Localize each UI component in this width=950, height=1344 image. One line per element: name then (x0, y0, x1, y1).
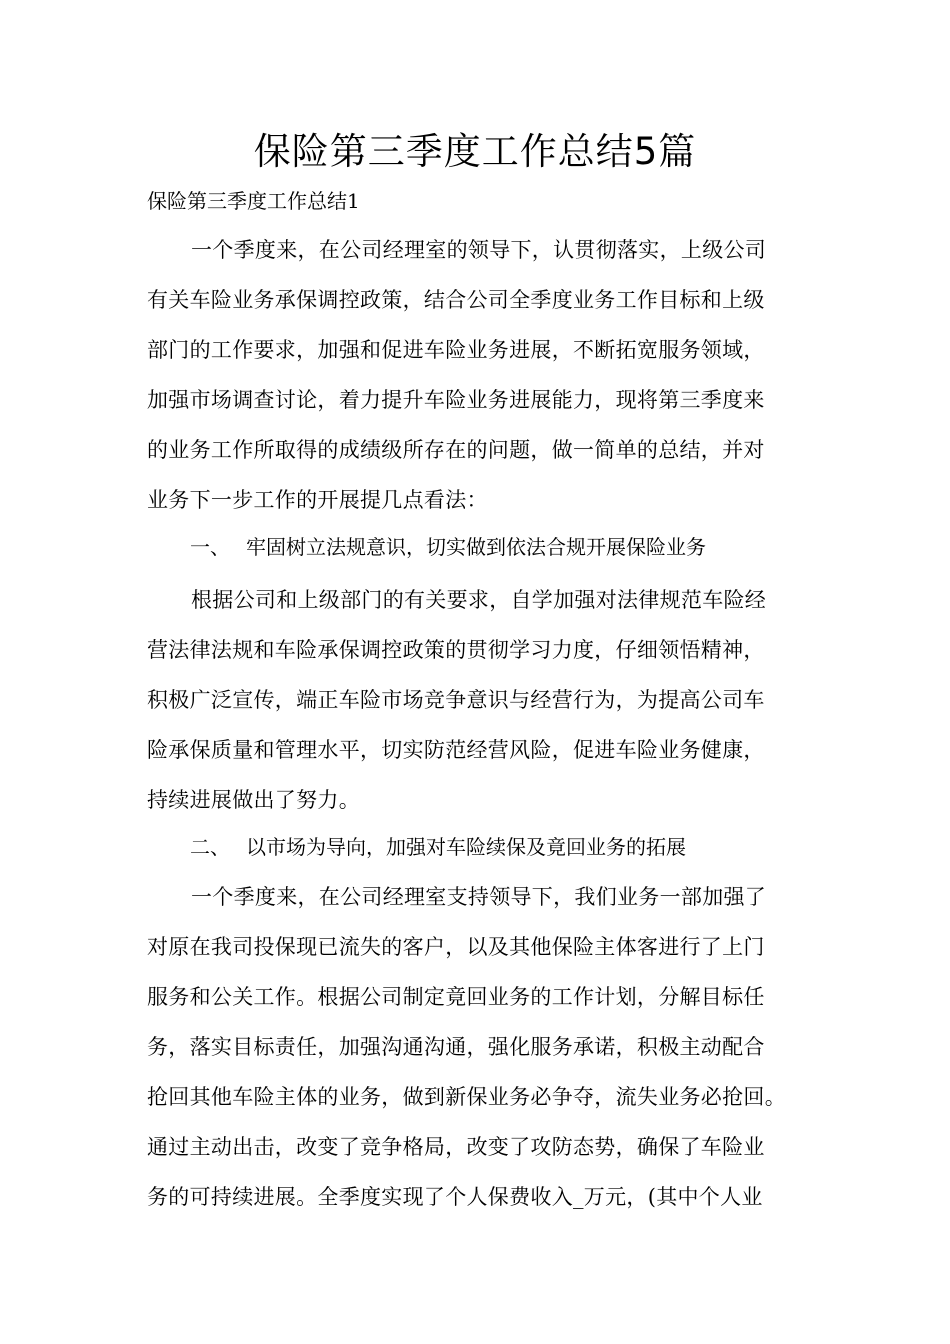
paragraph-line: 有关车险业务承保调控政策，结合公司全季度业务工作目标和上级 (147, 288, 765, 312)
page-title: 保险第三季度工作总结5篇 (253, 130, 697, 173)
paragraph-line: 业务下一步工作的开展提几点看法： (147, 488, 488, 512)
paragraph-line: 险承保质量和管理水平，切实防范经营风险，促进车险业务健康， (147, 738, 765, 762)
section-heading-text: 以市场为导向，加强对车险续保及竟回业务的拓展 (246, 835, 686, 859)
section-2-paragraph (147, 872, 827, 1222)
section-heading-2 (190, 832, 686, 862)
paragraph-line: 服务和公关工作。根据公司制定竟回业务的工作计划，分解目标任 (147, 985, 765, 1009)
paragraph-line: 部门的工作要求，加强和促进车险业务进展，不断拓宽服务领域， (147, 338, 765, 362)
paragraph-line: 一个季度来，在公司经理室支持领导下，我们业务一部加强了 (191, 885, 767, 909)
paragraph-line: 抢回其他车险主体的业务，做到新保业务必争夺，流失业务必抢回。 (147, 1085, 786, 1109)
paragraph-line: 通过主动出击，改变了竞争格局，改变了攻防态势，确保了车险业 (147, 1135, 765, 1159)
paragraph-line: 加强市场调查讨论，着力提升车险业务进展能力，现将第三季度来 (147, 388, 765, 412)
paragraph-line: 的业务工作所取得的成绩级所存在的问题，做一简单的总结，并对 (147, 438, 765, 462)
paragraph-line: 营法律法规和车险承保调控政策的贯彻学习力度，仔细领悟精神， (147, 638, 765, 662)
section-number: 一、 (190, 535, 230, 559)
section-number: 二、 (190, 835, 230, 859)
paragraph-line: 务的可持续进展。全季度实现了个人保费收入_万元，(其中个人业 (147, 1185, 763, 1209)
intro-paragraph (147, 225, 827, 525)
paragraph-line: 对原在我司投保现已流失的客户，以及其他保险主体客进行了上门 (147, 935, 765, 959)
paragraph-line: 务，落实目标责任，加强沟通沟通，强化服务承诺，积极主动配合 (147, 1035, 765, 1059)
section-1-paragraph (147, 575, 827, 825)
paragraph-line: 积极广泛宣传，端正车险市场竞争意识与经营行为，为提高公司车 (147, 688, 765, 712)
paragraph-line: 持续进展做出了努力。 (147, 788, 360, 812)
section-heading-1 (190, 532, 706, 562)
paragraph-line: 根据公司和上级部门的有关要求，自学加强对法律规范车险经 (191, 588, 767, 612)
paragraph-line: 一个季度来，在公司经理室的领导下，认贯彻落实，上级公司 (191, 238, 767, 262)
section-heading-text: 牢固树立法规意识，切实做到依法合规开展保险业务 (246, 535, 706, 559)
document-subtitle: 保险第三季度工作总结1 (147, 189, 360, 213)
